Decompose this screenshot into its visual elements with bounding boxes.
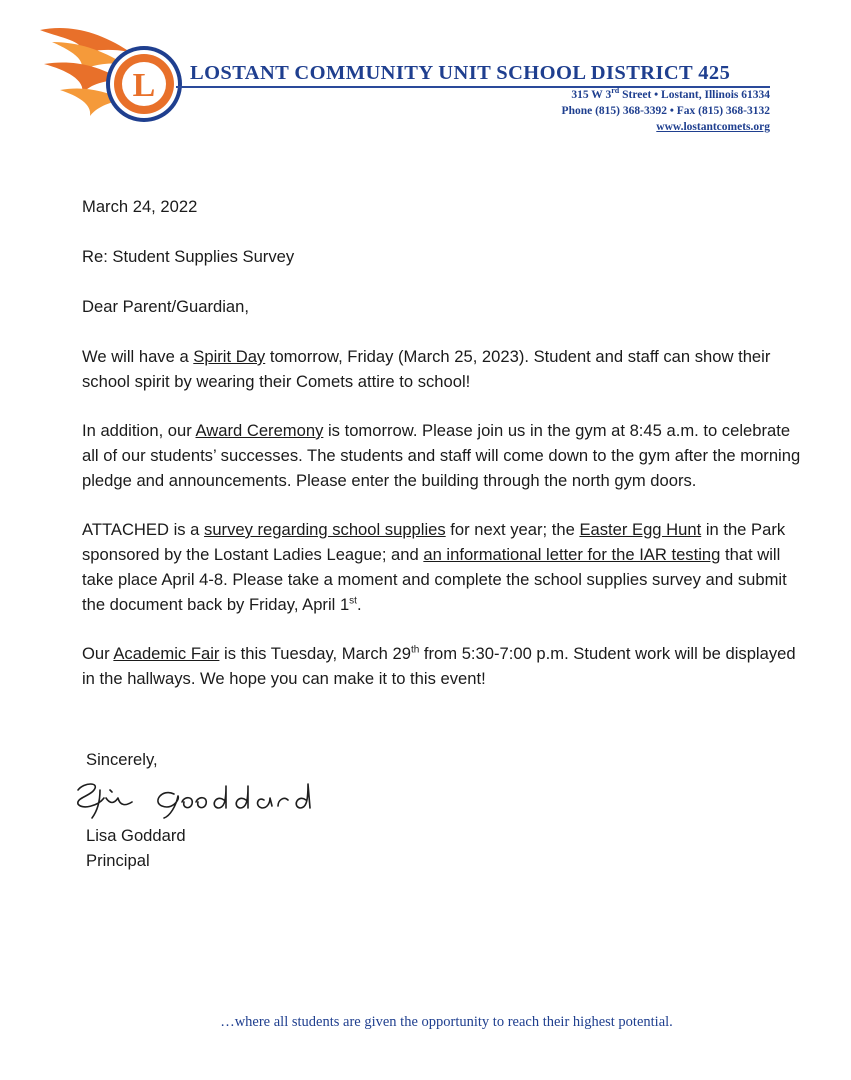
website-link[interactable]: www.lostantcomets.org [656,121,770,133]
paragraph-award-ceremony: In addition, our Award Ceremony is tomorrow. Please join us in the gym at 8:45 a.m. to celebrate all of our students’ successes. The students and staff will come down to the gym after the morning pledge and announcements. Please enter the building through the north gym doors. [82,421,801,490]
address: 315 W 3rd Street • Lostant, Illinois 61334 [571,86,770,101]
letter-body [82,194,802,715]
signer-title: Principal [86,851,150,870]
signature-icon [70,776,340,824]
spirit-day-text: Spirit Day [193,347,266,366]
paragraph-spirit-day: We will have a Spirit Day tomorrow, Friday (March 25, 2023). Student and staff can show their school spirit by wearing their Comets attire to school! [82,347,771,391]
signer-block [86,823,186,873]
paragraph-attached: ATTACHED is a survey regarding school supplies for next year; the Easter Egg Hunt in the Park sponsored by the Lostant Ladies League; and an informational letter for the IAR testing that will take place April 4-8. Please take a moment and complete the school supplies survey and submit the document back by Friday, April 1st. [82,520,787,614]
contact-block [562,87,770,135]
letter-date: March 24, 2022 [82,197,198,216]
letter-subject: Re: Student Supplies Survey [82,247,295,266]
logo-letter: L [132,67,156,104]
easter-egg-hunt-text: Easter Egg Hunt [579,520,702,539]
comet-logo-icon [30,20,200,130]
survey-text: survey regarding school supplies [204,520,446,539]
phone-fax: Phone (815) 368-3392 • Fax (815) 368-3132 [561,105,770,117]
iar-letter-text: an informational letter for the IAR testing [423,545,721,564]
academic-fair-text: Academic Fair [113,644,220,663]
paragraph-academic-fair: Our Academic Fair is this Tuesday, March 29th from 5:30-7:00 p.m. Student work will be displayed in the hallways. We hope you can make it to this event! [82,644,796,688]
signer-name: Lisa Goddard [86,826,186,845]
footer-motto: …where all students are given the opportunity to reach their highest potential. [220,1014,673,1030]
district-name: LOSTANT COMMUNITY UNIT SCHOOL DISTRICT 425 [190,62,731,84]
letter-greeting: Dear Parent/Guardian, [82,297,249,316]
closing: Sincerely, [86,750,158,769]
award-ceremony-text: Award Ceremony [195,421,324,440]
